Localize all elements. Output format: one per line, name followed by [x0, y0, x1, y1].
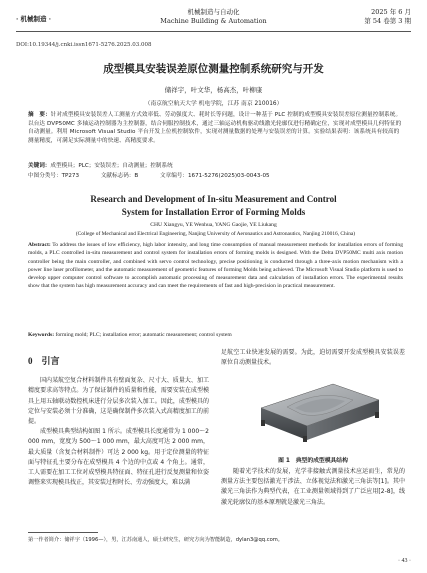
affiliation-cn: （南京航空航天大学 机电学院，江苏 南京 210016） [144, 101, 283, 107]
paragraph: 国内某航空复合材料制件具有壁面复杂、尺寸大、质量大、加工精度要求高等特点。为了保证制件的质量和性能，需要安装在成型模具上用五轴联动数控机床进行分层多次装入加工。因此，成型模具的定位与安装必须十分准确，这是确保制件多次装入式高精度加工的前提。 [28, 377, 209, 426]
paragraph: 随着光学技术的发展，光学非接触式测量技术应运而生，常见的测量方法主要包括激光干涉法、立体视觉法和激光三角法等[1]。其中激光三角法作为典型代表，在工业测量领域得到了广泛应用[2-8]，线激光轮廓仪的基本原理就是激光三角法。 [221, 468, 405, 506]
article-number: 文章编号：1671-5276(2025)03-0043-05 [160, 173, 270, 179]
keywords-en [28, 332, 403, 338]
issue-volume: 第 54 卷第 3 期 [364, 17, 411, 25]
doi: DOI:10.19344/j.cnki.issn1671-5276.2025.03.008 [16, 42, 152, 48]
journal-name [16, 8, 411, 26]
title-en [0, 193, 427, 219]
keywords-en-label: Keywords: [28, 332, 55, 338]
issue-date: 2025 年 6 月 [371, 8, 411, 16]
authors-cn: 储祥宇，叶文华，杨高杰，叶柳康 [164, 86, 263, 94]
abstract-cn-text: 针对成型模具安装误差人工测量方式效率低、劳动强度大、耗时长等问题，设计一种基于 PLC 控制的成型模具安装误差原位测量控制系统。以台达 DVP50MC 多轴运动控制器为主控制器，结合伺服控制技术，通过三轴运动机构驱动线激光轮廓仪进行精确定位，实现对成型模具几何特征的自动测量。利用 Microsoft Visual Studio 平台开发上位机控制软件，实现对测量数据的处理与安装误差的计算。实验结果表明：该系统具有较高的测量精度，可满足实际测量中的快速、高精度要求。 [28, 112, 402, 144]
body-right-column [221, 348, 405, 368]
title-cn: 成型模具安装误差原位测量控制系统研究与开发 [103, 63, 324, 75]
journal-name-en: Machine Building & Automation [160, 17, 267, 25]
section-tag: · 机械制造 · [16, 15, 52, 23]
footnote-rule [28, 532, 98, 533]
paragraph: 足航空工业快速发展的需要。为此，迫切需要开发成型模具安装误差原位自动测量技术。 [221, 349, 405, 367]
document-code: 文献标志码：B [100, 173, 139, 179]
affiliation-en: (College of Mechanical and Electrical Engineering, Nanjing University of Aeronautics and Astronautics, Nanjing 210016, China) [75, 231, 356, 237]
keywords-cn-label: 关键词： [28, 163, 51, 169]
abstract-en [28, 241, 403, 291]
forming-mold-illustration [221, 370, 405, 454]
footnote: 第一作者简介：储祥宇（1996—），男，江苏南通人，硕士研究生，研究方向为智能制造，dylan3@qq.com。 [28, 537, 283, 543]
abstract-cn-label: 摘 要： [28, 112, 51, 118]
body-right-column-lower [221, 467, 405, 508]
body-left-column [28, 348, 209, 488]
section-heading: 0 引言 [28, 356, 60, 366]
abstract-cn [28, 111, 403, 145]
abstract-en-text: To address the issues of low efficiency, high labor intensity, and long time consumption of manual measurement methods for installation errors of forming molds, a PLC controlled in-situ measurement and control system for installation errors of forming molds is designed. With the Delta DVP50MC multi axis motion controller being the main controller, and combined with servo control technology, precise positioning is conducted through a three-axis motion mechanism with a power line laser profilometer, and the automatic measurement of geometric features of forming Molds being achieved. The Microsoft Visual Studio platform is used to develop upper computer control software to accomplish automatic processing of measurement data and calculation of installation errors. The experimental results show that the system has high measurement accuracy and can meet the requirements of fast and high-precision in practical measurement. [28, 242, 403, 290]
page-header [16, 6, 411, 34]
figure-1 [221, 370, 405, 454]
header-rule [16, 31, 411, 32]
keywords-cn [28, 162, 403, 171]
journal-name-cn: 机械制造与自动化 [187, 8, 240, 16]
classification-info [28, 171, 403, 179]
authors-en: CHU Xiangyu, YE Wenhua, YANG Gaojie, YE Liukang [150, 222, 277, 228]
paragraph: 成型模具典型结构如图 1 所示。成型模具长度通常为 1 000～2 000 mm，宽度为 500～1 000 mm，最大高度可达 2 000 mm，最大质量（含复合材料制件）可达 2 000 kg。用于定位测量的特征面与特征孔主要分布在成型模具 4 个边的中点或 4 个角上。通常，工人需要在加工工位对成型模具特征面、特征孔进行反复测量和位姿调整来实现模具找正，其安装过程时长、劳动强度大，难以满 [28, 428, 209, 487]
keywords-cn-text: 成型模具；PLC；安装误差；自动测量；控制系统 [50, 163, 173, 169]
keywords-en-text: forming mold; PLC; installation error; automatic measurement; control system [55, 332, 232, 338]
title-en-line2: System for Installation Error of Forming Molds [121, 207, 306, 217]
figure-caption: 图 1 典型的成型模具结构 [278, 458, 348, 464]
issue-info [364, 8, 411, 26]
clc-number: 中图分类号：TP273 [28, 173, 80, 179]
abstract-en-label: Abstract: [28, 242, 51, 248]
title-en-line1: Research and Development of In-situ Measurement and Control [90, 194, 337, 204]
page-number: · 43 · [398, 558, 411, 564]
